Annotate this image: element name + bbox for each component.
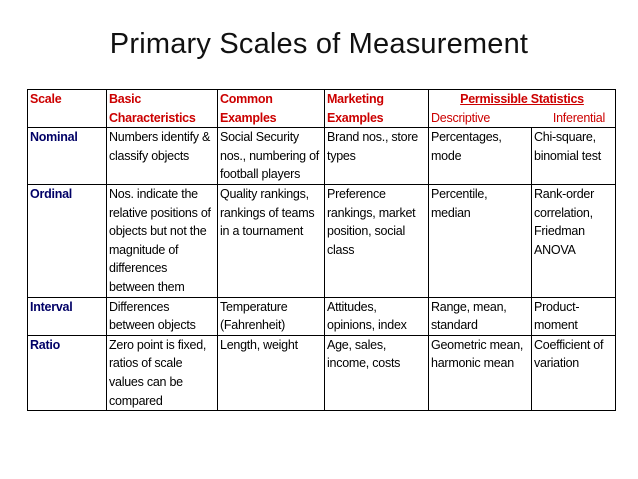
- header-common-examples: Common Examples: [218, 90, 325, 128]
- table-row: [28, 335, 616, 410]
- cell-common: Quality rankings, rankings of teams in a tournament: [218, 184, 325, 297]
- scale-ratio: Ratio: [28, 335, 107, 410]
- cell-common: Temperature (Fahrenheit): [218, 297, 325, 335]
- table-row: [28, 184, 616, 297]
- cell-inferential: Product-moment: [532, 297, 616, 335]
- cell-marketing: Brand nos., store types: [325, 128, 429, 185]
- statistics-subheaders: [431, 109, 613, 128]
- cell-inferential: Rank-order correlation, Friedman ANOVA: [532, 184, 616, 297]
- cell-descriptive: Range, mean, standard: [429, 297, 532, 335]
- scale-nominal: Nominal: [28, 128, 107, 185]
- cell-marketing: Preference rankings, market position, social class: [325, 184, 429, 297]
- header-basic-characteristics: Basic Characteristics: [107, 90, 218, 128]
- cell-marketing: Age, sales, income, costs: [325, 335, 429, 410]
- cell-descriptive: Percentile, median: [429, 184, 532, 297]
- cell-inferential: Chi-square, binomial test: [532, 128, 616, 185]
- cell-descriptive: Percentages, mode: [429, 128, 532, 185]
- header-permissible-statistics: [429, 90, 616, 128]
- cell-inferential: Coefficient of variation: [532, 335, 616, 410]
- cell-basic: Nos. indicate the relative positions of objects but not the magnitude of differences between them: [107, 184, 218, 297]
- header-inferential: Inferential: [552, 110, 606, 125]
- cell-marketing: Attitudes, opinions, index: [325, 297, 429, 335]
- scale-ordinal: Ordinal: [28, 184, 107, 297]
- cell-basic: Zero point is fixed, ratios of scale values can be compared: [107, 335, 218, 410]
- cell-basic: Numbers identify & classify objects: [107, 128, 218, 185]
- cell-common: Length, weight: [218, 335, 325, 410]
- header-marketing-examples: Marketing Examples: [325, 90, 429, 128]
- scales-table: [27, 89, 616, 411]
- permissible-statistics-label: Permissible Statistics: [460, 92, 584, 106]
- table-row: [28, 128, 616, 185]
- cell-common: Social Security nos., numbering of football players: [218, 128, 325, 185]
- cell-basic: Differences between objects: [107, 297, 218, 335]
- header-descriptive: Descriptive: [431, 110, 491, 125]
- cell-descriptive: Geometric mean, harmonic mean: [429, 335, 532, 410]
- table-row: [28, 297, 616, 335]
- scale-interval: Interval: [28, 297, 107, 335]
- table-header-row: [28, 90, 616, 128]
- page-title: Primary Scales of Measurement: [109, 28, 529, 60]
- header-scale: Scale: [28, 90, 107, 128]
